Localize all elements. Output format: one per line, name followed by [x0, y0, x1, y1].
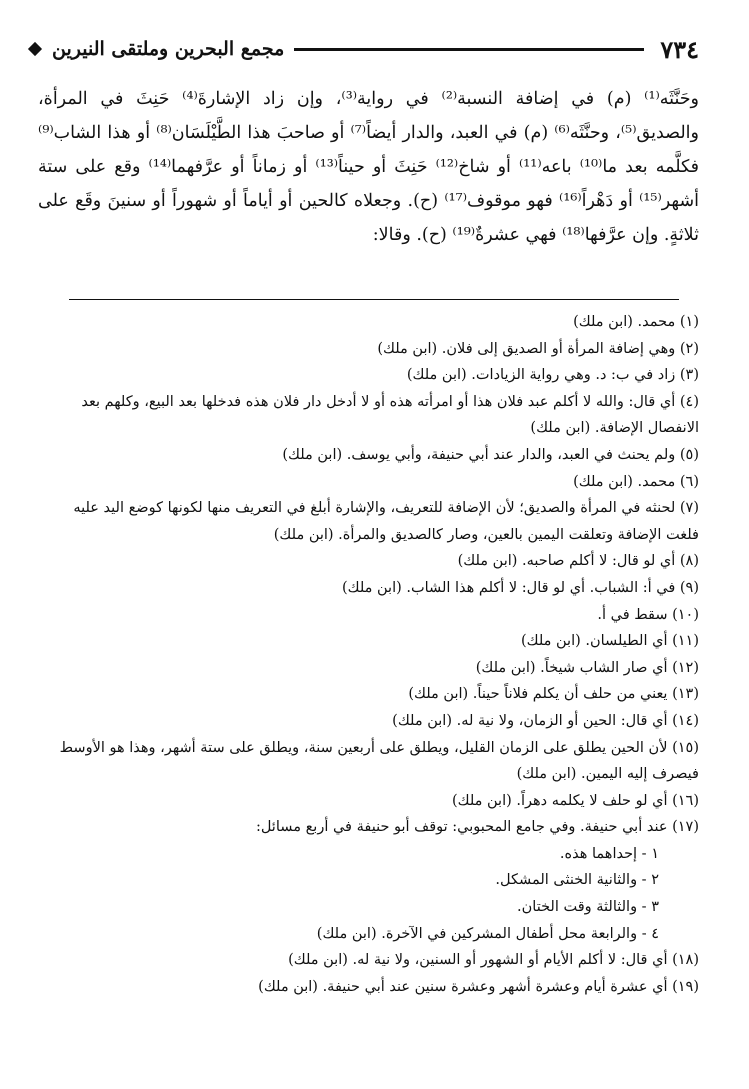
page-number: ٧٣٤	[660, 34, 699, 64]
footnote: (١٣) يعني من حلف أن يكلم فلاناً حيناً. (ابن ملك)	[408, 686, 699, 703]
footnote: (٦) محمد. (ابن ملك)	[573, 473, 699, 490]
footnote: (١٤) أي قال: الحين أو الزمان، ولا نية له. (ابن ملك)	[392, 712, 699, 729]
footnote-separator	[69, 299, 679, 300]
page-header	[30, 34, 699, 64]
footnote: (١٧) عند أبي حنيفة. وفي جامع المحبوبي: توقف أبو حنيفة في أربع مسائل:	[255, 819, 699, 836]
footnote: (٢) وهي إضافة المرأة أو الصديق إلى فلان. (ابن ملك)	[377, 340, 699, 357]
footnote: ١ - إحداهما هذه.	[559, 845, 659, 862]
footnote: ٤ - والرابعة محل أطفال المشركين في الآخرة. (ابن ملك)	[316, 925, 659, 942]
footnote: (١٦) أي لو حلف لا يكلمه دهراً. (ابن ملك)	[451, 792, 699, 809]
footnote: (١٨) أي قال: لا أكلم الأيام أو الشهور أو السنين، ولا نية له. (ابن ملك)	[288, 952, 699, 969]
footnote: (١٥) لأن الحين يطلق على الزمان القليل، ويطلق على أربعين سنة، ويطلق على ستة أشهر، وهذا هو الأوسط فيصرف إليه اليمين. (ابن ملك)	[59, 739, 699, 783]
header-diamond-ornament	[28, 42, 42, 56]
footnote: ٢ - والثانية الخنثى المشكل.	[495, 872, 659, 889]
book-title: مجمع البحرين وملتقى النيرين	[52, 38, 285, 60]
footnote: (٤) أي قال: والله لا أكلم عبد فلان هذا أو امرأته هذه أو لا أدخل دار فلان هذه فدخلها بعد البيع، وكلهم بعد الانفصال الإضافة. (ابن ملك)	[81, 393, 699, 437]
footnote: (١٠) سقط في أ.	[597, 606, 699, 623]
footnote: (١) محمد. (ابن ملك)	[573, 314, 699, 330]
footnote: (٧) لحنثه في المرأة والصديق؛ لأن الإضافة للتعريف، والإشارة أبلغ في التعريف منها لكونها كوضع اليد عليه فلغت الإضافة وتعلقت اليمين بالعين، وصار كالصديق والمرأة. (ابن ملك)	[73, 500, 699, 543]
footnote: (٨) أي لو قال: لا أكلم صاحبه. (ابن ملك)	[457, 553, 699, 570]
footnote: (١١) أي الطيلسان. (ابن ملك)	[520, 633, 699, 650]
footnotes	[38, 309, 699, 1000]
footnote: (١٢) أي صار الشاب شيخاً. (ابن ملك)	[475, 659, 699, 676]
footnote: (٩) في أ: الشباب. أي لو قال: لا أكلم هذا الشاب. (ابن ملك)	[341, 579, 699, 596]
footnote: ٣ - والثالثة وقت الختان.	[517, 899, 659, 916]
footnote: (٥) ولم يحنث في العبد، والدار عند أبي حنيفة، وأبي يوسف. (ابن ملك)	[282, 446, 699, 463]
header-rule-right	[294, 48, 644, 51]
main-text: وحَنَّثَه⁽¹⁾ (م) في إضافة النسبة⁽²⁾ في رواية⁽³⁾، وإن زاد الإشارةَ⁽⁴⁾ حَنِثَ في المرأة، والصديق⁽⁵⁾، وحنَّثَه⁽⁶⁾ (م) في العبد، والدار أيضاً⁽⁷⁾ أو صاحبَ هذا الطَّيْلَسَان⁽⁸⁾ أو هذا الشاب⁽⁹⁾ فكلَّمه بعد ما⁽¹⁰⁾ باعه⁽¹¹⁾ أو شاخ⁽¹²⁾ حَنِثَ أو حيناً⁽¹³⁾ أو زماناً أو عرَّفهما⁽¹⁴⁾ وقع على ستة أشهر⁽¹⁵⁾ أو دَهْراً⁽¹⁶⁾ فهو موقوف⁽¹⁷⁾ (ح). وجعلاه كالحين أو أياماً أو شهوراً أو سنينَ وقَع على ثلاثةٍ. وإن عرَّفها⁽¹⁸⁾ فهي عشرةٌ⁽¹⁹⁾ (ح). وقالا:	[38, 89, 700, 245]
footnote: (١٩) أي عشرة أيام وعشرة أشهر وعشرة سنين عند أبي حنيفة. (ابن ملك)	[258, 978, 699, 995]
footnote: (٣) زاد في ب: د. وهي رواية الزيادات. (ابن ملك)	[406, 367, 699, 384]
